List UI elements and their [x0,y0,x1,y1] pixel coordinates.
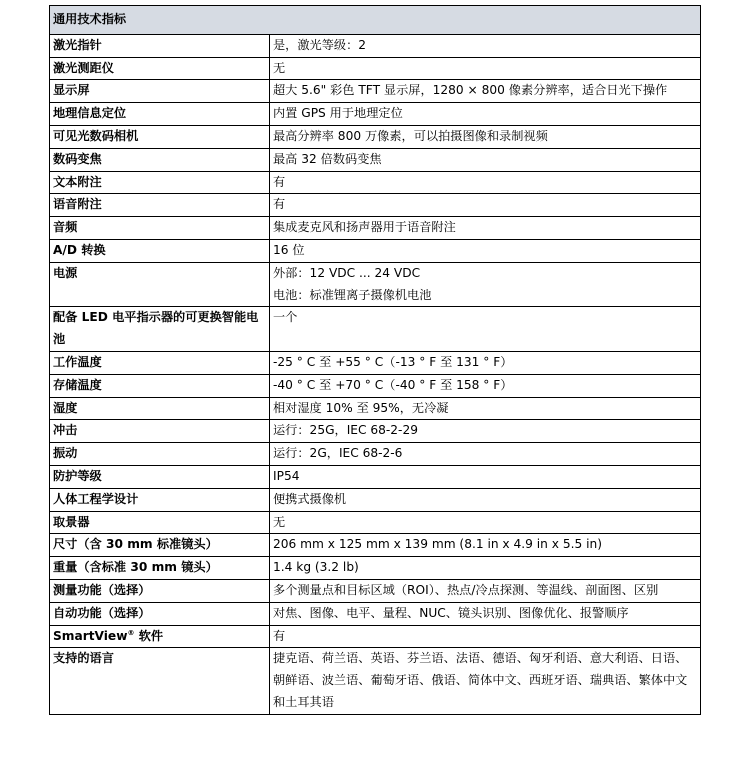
spec-value: 超大 5.6" 彩色 TFT 显示屏，1280 × 800 像素分辨率，适合日光下操作 [273,83,668,98]
table-row [50,34,701,57]
table-row [50,397,701,420]
spec-value-cell [270,262,701,307]
spec-value-cell [270,420,701,443]
spec-label-cell [50,217,270,240]
table-row [50,511,701,534]
spec-label-cell [50,262,270,307]
spec-value: 有 [273,197,286,212]
table-row [50,557,701,580]
spec-label: A/D 转换 [53,242,106,257]
table-title: 通用技术指标 [50,6,701,35]
table-row [50,443,701,466]
spec-label-cell [50,80,270,103]
spec-value: 外部：12 VDC ... 24 VDC [273,265,421,280]
spec-value-cell [270,217,701,240]
spec-value: 电池：标准锂离子摄像机电池 [273,287,432,302]
spec-value: 最高分辨率 800 万像素，可以拍摄图像和录制视频 [273,128,548,143]
spec-label: 工作温度 [53,354,102,369]
spec-value-cell [270,488,701,511]
spec-value-cell [270,648,701,714]
spec-label: 存储温度 [53,377,102,392]
spec-label-suffix: 软件 [134,628,164,643]
spec-label-cell [50,194,270,217]
spec-label: 冲击 [53,423,78,438]
spec-value: -40 ° C 至 +70 ° C（-40 ° F 至 158 ° F） [273,377,513,392]
table-row [50,194,701,217]
spec-value: 无 [273,514,286,529]
spec-label-cell [50,57,270,80]
table-row [50,602,701,625]
spec-label: 音频 [53,220,78,235]
spec-label-cell [50,239,270,262]
spec-value: 一个 [273,310,298,325]
spec-label: 重量（含标准 30 mm 镜头） [53,560,218,575]
spec-value: 便携式摄像机 [273,491,347,506]
table-row [50,488,701,511]
spec-label-cell [50,307,270,352]
table-row [50,307,701,352]
spec-value-cell [270,34,701,57]
spec-value: 多个测量点和目标区域（ROI）、热点/冷点探测、等温线、剖面图、区别 [273,582,659,597]
table-row [50,648,701,714]
spec-label: 激光测距仪 [53,60,114,75]
spec-label-cell [50,420,270,443]
spec-label: 人体工程学设计 [53,491,139,506]
spec-label: 测量功能（选择） [53,582,151,597]
spec-value-cell [270,465,701,488]
spec-value: 206 mm x 125 mm x 139 mm (8.1 in x 4.9 in x 5.5 in) [273,537,602,552]
spec-label: 振动 [53,446,78,461]
header-row [50,6,701,35]
spec-value: 运行：2G，IEC 68-2-6 [273,446,403,461]
spec-label: 数码变焦 [53,151,102,166]
spec-value: 捷克语、荷兰语、英语、芬兰语、法语、德语、匈牙利语、意大利语、日语、朝鲜语、波兰语、葡萄牙语、俄语、简体中文、西班牙语、瑞典语、繁体中文和土耳其语 [273,651,688,709]
spec-label-cell [50,465,270,488]
spec-value-cell [270,602,701,625]
spec-value-cell [270,239,701,262]
spec-label-cell [50,374,270,397]
table-row [50,80,701,103]
spec-label-cell [50,488,270,511]
spec-value-cell [270,579,701,602]
table-row [50,420,701,443]
spec-label-cell [50,557,270,580]
spec-value-cell [270,171,701,194]
spec-label: 电源 [53,265,78,280]
spec-value-cell [270,194,701,217]
spec-value-cell [270,103,701,126]
spec-value-cell [270,351,701,374]
spec-value-cell [270,148,701,171]
table-row [50,465,701,488]
spec-label-cell [50,34,270,57]
spec-label-cell [50,103,270,126]
table-row [50,125,701,148]
spec-label: 地理信息定位 [53,106,127,121]
spec-value-cell [270,397,701,420]
spec-value: 相对湿度 10% 至 95%，无冷凝 [273,400,449,415]
spec-label: SmartView [53,628,128,643]
spec-label: 语音附注 [53,197,102,212]
table-row [50,217,701,240]
table-row [50,103,701,126]
spec-label-cell [50,602,270,625]
table-row [50,625,701,648]
spec-value-cell [270,374,701,397]
spec-label: 尺寸（含 30 mm 标准镜头） [53,537,218,552]
spec-label: 配备 LED 电平指示器的可更换智能电池 [53,310,259,347]
spec-value-cell [270,57,701,80]
spec-value: IP54 [273,468,300,483]
spec-label: 可见光数码相机 [53,128,139,143]
spec-value: -25 ° C 至 +55 ° C（-13 ° F 至 131 ° F） [273,354,513,369]
spec-label-cell [50,625,270,648]
spec-label-cell [50,511,270,534]
table-row [50,239,701,262]
registered-mark: ® [127,628,135,637]
spec-label-cell [50,125,270,148]
spec-label: 防护等级 [53,468,102,483]
spec-value-cell [270,443,701,466]
spec-value: 16 位 [273,242,305,257]
spec-label-cell [50,534,270,557]
spec-value: 1.4 kg (3.2 lb) [273,560,359,575]
spec-value-cell [270,125,701,148]
spec-label-cell [50,351,270,374]
spec-label-cell [50,397,270,420]
spec-table [49,5,701,715]
table-row [50,351,701,374]
spec-value-cell [270,625,701,648]
table-row [50,262,701,307]
spec-table-body [50,6,701,715]
spec-label: 激光指针 [53,37,102,52]
spec-label-cell [50,648,270,714]
spec-value-cell [270,557,701,580]
spec-label-cell [50,579,270,602]
spec-label-cell [50,443,270,466]
spec-value: 内置 GPS 用于地理定位 [273,106,403,121]
spec-label: 显示屏 [53,83,90,98]
spec-value: 无 [273,60,286,75]
spec-label: 湿度 [53,400,78,415]
spec-value-cell [270,534,701,557]
table-row [50,374,701,397]
spec-value-cell [270,511,701,534]
table-row [50,148,701,171]
spec-label: 自动功能（选择） [53,605,151,620]
spec-value: 是，激光等级：2 [273,37,367,52]
spec-label-cell [50,148,270,171]
table-row [50,57,701,80]
spec-value: 最高 32 倍数码变焦 [273,151,382,166]
table-row [50,534,701,557]
spec-value: 有 [273,628,286,643]
spec-label: 取景器 [53,514,90,529]
spec-value: 运行：25G，IEC 68-2-29 [273,423,418,438]
spec-value-cell [270,307,701,352]
table-row [50,579,701,602]
spec-label: 文本附注 [53,174,102,189]
spec-value: 有 [273,174,286,189]
spec-value: 集成麦克风和扬声器用于语音附注 [273,220,456,235]
spec-value-cell [270,80,701,103]
spec-label: 支持的语言 [53,651,114,666]
spec-value: 对焦、图像、电平、量程、NUC、镜头识别、图像优化、报警顺序 [273,605,629,620]
table-row [50,171,701,194]
spec-label-cell [50,171,270,194]
